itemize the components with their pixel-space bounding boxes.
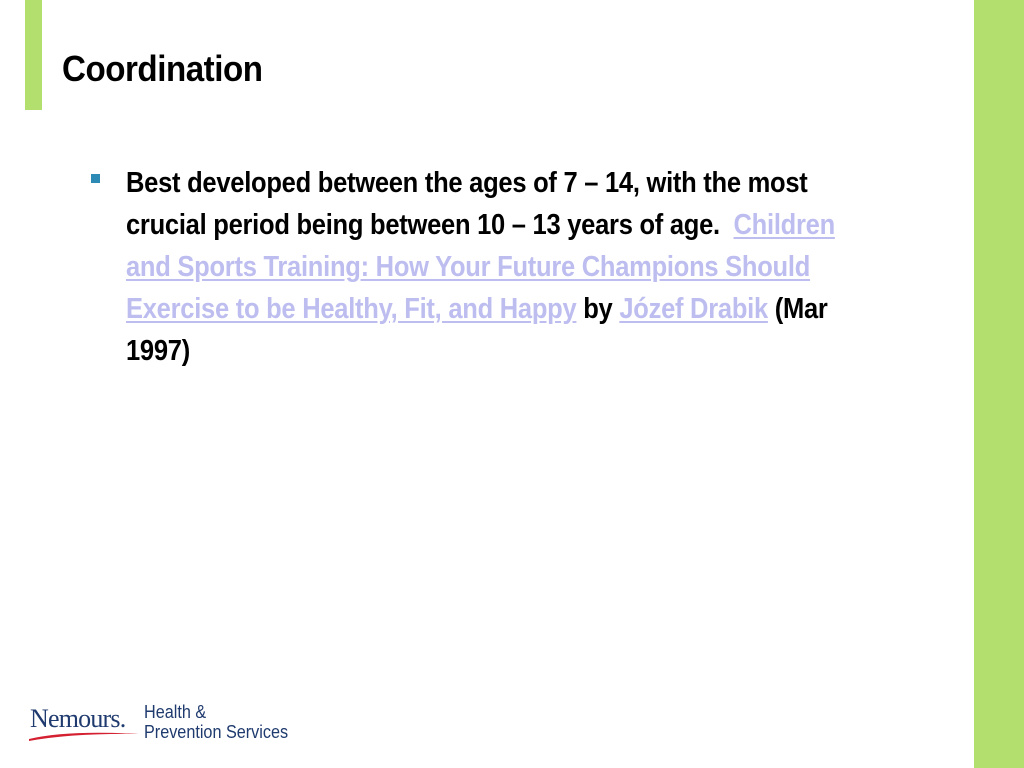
right-accent-band <box>974 0 1024 768</box>
logo-tagline <box>144 702 288 742</box>
author-link[interactable]: Józef Drabik <box>619 293 768 325</box>
square-bullet-icon <box>91 174 100 183</box>
book-title-link[interactable]: Children and Sports Training: How Your Future Champions Should Exercise to be Healthy, Fit, and Happy <box>126 209 835 325</box>
logo-wordmark: Nemours. <box>30 704 126 733</box>
list-item <box>88 162 878 372</box>
tagline-line-1: Health & <box>144 702 207 722</box>
nemours-logo <box>28 700 308 750</box>
swoosh-icon <box>28 730 140 742</box>
title-accent-bar <box>25 0 42 110</box>
bullet-text-intro: Best developed between the ages of 7 – 14, with the most crucial period being between 10 – 13 years of age. <box>126 167 808 241</box>
tagline-line-2: Prevention Services <box>144 722 289 742</box>
publication-date: (Mar 1997) <box>126 293 828 367</box>
bullet-text <box>126 162 870 372</box>
bullet-list <box>88 162 878 372</box>
by-text: by <box>576 293 620 325</box>
slide-title: Coordination <box>62 48 263 89</box>
